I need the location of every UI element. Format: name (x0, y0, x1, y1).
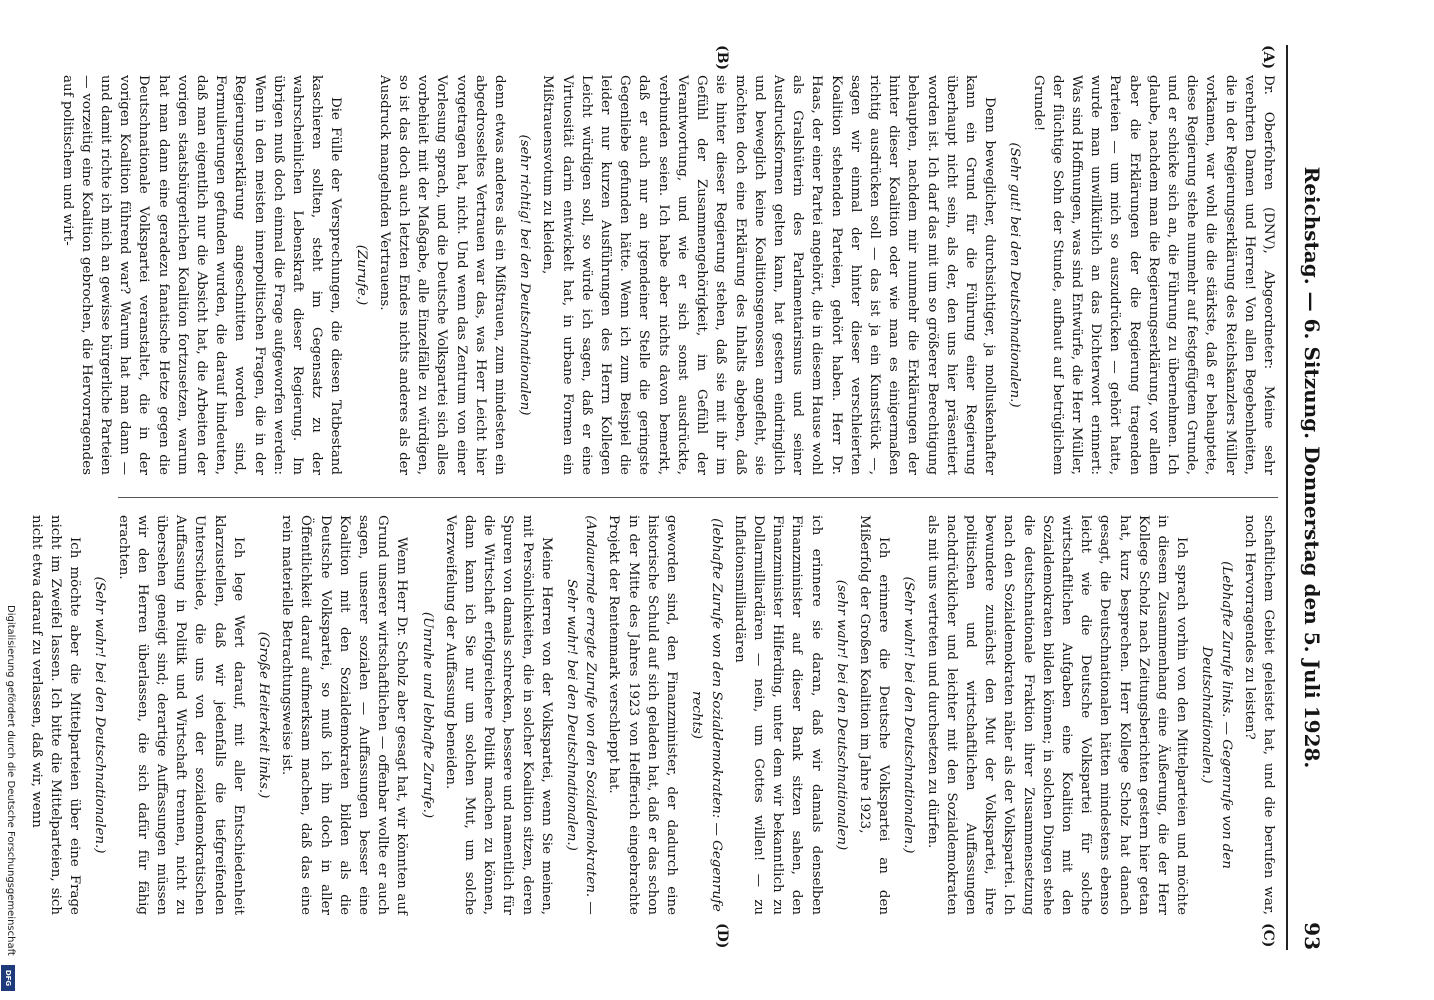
rotated-page (28, 45, 1330, 950)
paragraph: Dr. Oberfohren (DNV), Abgeordneter: Meine sehr verehrten Damen und Herren! Von allen Begebenheiten, die in der Regierungserklärung des Reichskanzlers Müller vorkamen, war wohl die die stärkste, daß er behauptete, diese Regierung stehe nunmehr auf festgefügtem Grunde, und er schicke sich an, die Führung zu übernehmen. Ich glaube, nachdem man die Regierungserklärung, vor allem aber die Erklärungen der die Regierung tragenden Parteien — um mich so auszudrücken — gehört hatte, wurde man unwillkürlich an das Dichterwort erinnert: Was sind Hoffnungen, was sind Entwürfe, die Herr Müller, der flüchtige Sohn der Stunde, aufbaut auf betrüglichem Grunde! (1030, 75, 1276, 475)
left-column (59, 75, 1278, 475)
paragraph: ich erinnere sie daran, daß wir damals denselben Finanzminister auf dieser Bank sitzen sahen, den Finanzminister Hilferding, unter dem wir bekanntlich zu Dollarmilliardären — nein, um Gottes willen! — zu Inflationsmilliardären (731, 515, 824, 915)
page-title: Reichstag. — 6. Sitzung. Donnerstag den 5. Juli 1928. (1300, 166, 1324, 769)
interjection: (sehr richtig! bei den Deutschnationalen) (517, 134, 533, 416)
interjection: (Unruhe und lebhafte Zurufe.) (419, 611, 435, 819)
interjection: (sehr wahr! bei den Deutschnationalen) (833, 579, 849, 851)
credit-text: Digitalisierung gefördert durch die Deutsche Forschungsgemeinschaft (5, 605, 16, 956)
paragraph: Meine Herren von der Volkspartei, wenn Sie meinen, mit Persönlichkeiten, die in solcher Koalition sitzen, deren Spuren von damals schrecken, bessere und namentlich für die Wirtschaft erfolgreichere Politik machen zu können, dann kann ich Sie nur um solchen Mut, um solche Verzweifelung der Auffassung beneiden. (442, 515, 554, 915)
interjection: (Sehr gut! bei den Deutschnationalen.) (1007, 142, 1023, 408)
margin-mark-c: (C) (1260, 923, 1276, 948)
interjection: (Andauernde erregte Zurufe von den Sozialdemokraten. — Sehr wahr! bei den Deutschnationalen.) (564, 515, 599, 915)
interjection: (lebhafte Zurufe von den Sozialdemokraten: — Gegenrufe rechts) (689, 518, 724, 912)
paragraph: denn etwas anderes als ein Mißtrauen, zum mindesten ein abgedrosseltes Vertrauen war das, was Herr Leicht hier vorgetragen hat, nicht. Und wenn das Zentrum von einer Vorlesung sprach, und die Deutsche Volkspartei sich alles vorbehielt mit der Maßgabe, alle Einzelfälle zu würdigen, so ist das doch auch letzten Endes nichts anderes als der Ausdruck mangelnden Vertrauens. (376, 75, 508, 475)
interjection: (Große Heiterkeit links.) (256, 631, 272, 799)
paragraph: Wenn Herr Dr. Scholz aber gesagt hat, wir könnten auf Grund unserer wirtschaftlichen — offenbar wollte er auch sagen, unserer sozialen — Auffassungen besser eine Koalition mit den Sozialdemokraten bilden als die Deutsche Volkspartei, so muß ich ihn doch in aller Öffentlichkeit darauf aufmerksam machen, daß das eine rein materielle Betrachtungsweise ist. (279, 515, 410, 915)
paragraph: Denn beweglicher, durchsichtiger, ja molluskenhafter kann ein Grund für die Führung einer Regierung überhaupt nicht sein, als der, den uns hier präsentiert worden ist. Ich darf das mit um so größerer Berechtigung behaupten, nachdem mir nunmehr die Erklärungen der hinter dieser Koalition oder wie man es einigermaßen richtig ausdrücken soll — das ist ja ein Kunststück —, sagen wir einmal der hinter dieser verschleierten Koalition stehenden Parteien, gehört haben. Herr Dr. Haas, der einer Partei angehört, die in diesem Hause wohl als Gralshüterin des Parlamentarismus und seiner Ausdrucksformen gelten kann, hat gestern eindringlich und beweglich keine Koalitionsgenossen angefleht, sie möchten doch eine Erklärung des Inhalts abgeben, daß sie hinter dieser Regierung stehen, daß sie mit ihr im Gefühl der Zusammengehörigkeit, im Gefühl der Verantwortung, und wie er sich sonst ausdrückte, verbunden seien. Ich habe aber nichts davon bemerkt, daß er auch nur an irgendeiner Stelle die geringste Gegenliebe gefunden hätte. Wenn ich zum Beispiel die leider nur kurzen Ausführungen des Herrn Kollegen Leicht würdigen soll, so würde ich sagen, daß er eine Virtuosität darin entwickelt hat, in urbane Formen ein Mißtrauensvotum zu kleiden, (540, 75, 998, 475)
paragraph: Ich erinnere die Deutsche Volkspartei an den Mißerfolg der Großen Koalition im Jahre 1923, (856, 515, 892, 915)
margin-mark-a: (A) (1260, 45, 1276, 70)
paragraph: geworden sind, den Finanzminister, der dadurch eine historische Schuld auf sich geladen hat, daß er das schon in der Mitte des Jahres 1923 von Helfferich eingebrachte Projekt der Rentenmark verschleppt hat. (606, 515, 680, 915)
page-number: 93 (1300, 922, 1324, 950)
right-column (28, 515, 1278, 915)
interjection: (Zurufe.) (353, 244, 369, 306)
digitization-credit (2, 605, 16, 995)
paragraph: Die Fülle der Versprechungen, die diesen Tatbestand kaschieren sollten, steht im Gegensatz zu der wahrscheinlichen Lebenskraft dieser Regierung. Im übrigen muß doch einmal die Frage aufgeworfen werden: Wenn in den meisten innerpolitischen Fragen, die in der Regierungserklärung angeschnitten worden sind, Formulierungen gefunden wurden, die darauf hindeuten, daß man eigentlich nur die Absicht hat, die Arbeiten der vorigen staatsbürgerlichen Koalition fortzusetzen, warum hat man dann eine geradezu fanatische Hetze gegen die Deutschnationale Volkspartei veranstaltet, die in der vorigen Koalition führend war? Warum hat man dann — und damit richte ich mich an gewisse bürgerliche Parteien — vorzeitig eine Koalition gebrochen, die Hervorragendes auf politischem und wirt- (59, 75, 344, 475)
page-header (1290, 45, 1330, 950)
interjection: (Sehr wahr! bei den Deutschnationalen.) (92, 576, 108, 854)
dfg-logo-icon (1, 965, 15, 991)
margin-mark-b: (B) (714, 45, 730, 71)
margin-mark-d: (D) (714, 923, 730, 949)
column-separator (118, 497, 1278, 498)
interjection: (Lebhafte Zurufe links. — Gegenrufe von den Deutschnationalen.) (1199, 561, 1234, 869)
paragraph: Ich möchte aber die Mittelparteien über eine Frage nicht im Zweifel lassen. Ich bitte die Mittelparteien, sich nicht etwa darauf zu verlassen, daß wir, wenn (28, 515, 83, 915)
paragraph: schaftlichem Gebiet geleistet hat, und die berufen war, noch Hervorragendes zu leisten? (1241, 515, 1276, 915)
header-rule (1286, 45, 1288, 950)
dfg-logo-text: DFG (4, 969, 12, 987)
paragraph: Ich lege Wert darauf, mit aller Entschiedenheit klarzustellen, daß wir jedenfalls die tiefgreifenden Unterschiede, die uns von der sozialdemokratischen Auffassung in Politik und Wirtschaft trennen, nicht zu übersehen geneigt sind; derartige Auffassungen müssen wir den Herren überlassen, die sich dafür für fähig erachten. (115, 515, 246, 915)
paragraph: Ich sprach vorhin von den Mittelparteien und möchte in diesem Zusammenhang eine Äußerung, die der Herr Kollege Scholz nach Zeitungsberichten gestern hier getan hat, kurz besprechen. Herr Kollege Scholz hat danach gesagt, die Deutschnationalen hätten mindestens ebenso leicht wie die Deutsche Volkspartei für solche wirtschaftlichen Aufgaben eine Koalition mit den Sozialdemokraten bilden können; in solchen Dingen stehe die deutschnationale Fraktion ihrer Zusammensetzung nach den Sozialdemokraten näher als der Volkspartei. Ich bewundere zunächst den Mut der Volkspartei, ihre politischen und wirtschaftlichen Auffassungen nachdrücklicher und leichter mit den Sozialdemokraten als mit uns vertreten und durchsetzen zu dürfen. (924, 515, 1190, 915)
interjection: (Sehr wahr! bei den Deutschnationalen.) (901, 576, 917, 854)
